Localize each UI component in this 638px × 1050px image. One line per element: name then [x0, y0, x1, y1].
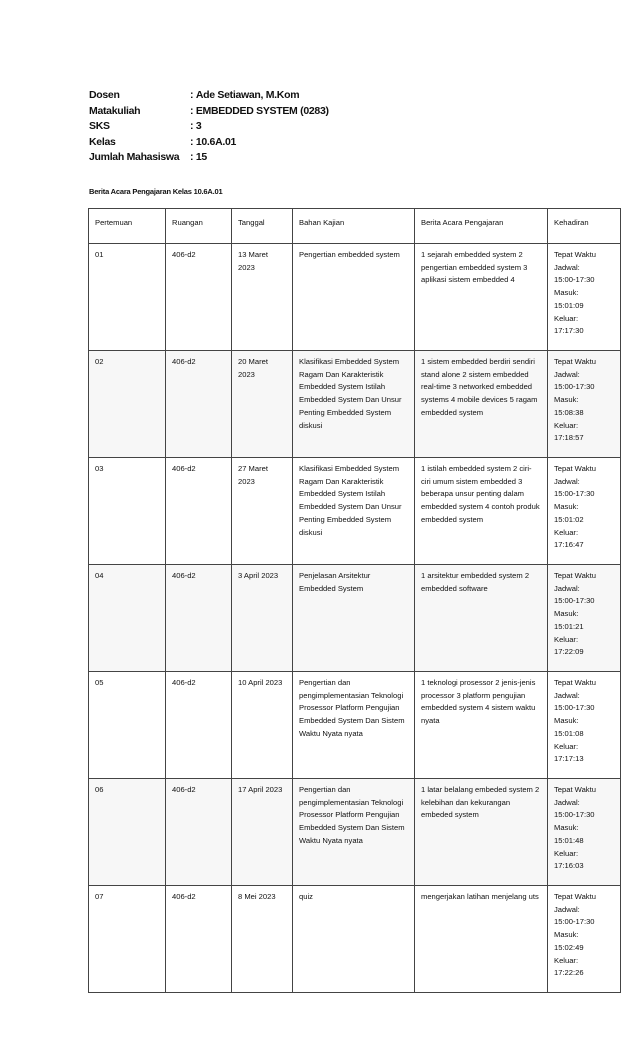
column-header: Berita Acara Pengajaran — [415, 209, 548, 244]
cell-tanggal: 3 April 2023 — [232, 565, 293, 672]
attendance-masuk: 15:08:38 — [554, 407, 584, 417]
attendance-jadwal: 15:00-17:30 — [554, 703, 595, 713]
attendance-masuk: 15:02:49 — [554, 942, 584, 952]
info-row-kelas — [89, 135, 329, 151]
attendance-status: Tepat Waktu — [554, 357, 596, 366]
cell-kehadiran — [548, 351, 621, 458]
attendance-jadwal: 15:00-17:30 — [554, 489, 595, 499]
attendance-keluar-label: Keluar: — [554, 955, 579, 965]
attendance-jadwal: 15:00-17:30 — [554, 275, 595, 285]
cell-pertemuan: 01 — [89, 244, 166, 351]
table-row — [89, 565, 621, 672]
attendance-keluar-label: Keluar: — [554, 634, 579, 644]
cell-tanggal: 10 April 2023 — [232, 672, 293, 779]
attendance-status: Tepat Waktu — [554, 892, 596, 901]
attendance-keluar: 17:17:30 — [554, 326, 584, 336]
info-separator: : — [190, 135, 196, 148]
attendance-jadwal-label: Jadwal: — [554, 583, 580, 593]
attendance-masuk-label: Masuk: — [554, 823, 579, 833]
teaching-report-table — [88, 208, 621, 993]
info-separator: : — [190, 104, 196, 117]
table-row — [89, 351, 621, 458]
attendance-status: Tepat Waktu — [554, 678, 596, 687]
column-header: Ruangan — [166, 209, 232, 244]
cell-ruangan: 406-d2 — [166, 886, 232, 993]
cell-berita-acara: 1 istilah embedded system 2 ciri-ciri umum sistem embedded 3 beberapa unsur penting dalam embedded system 4 contoh produk embedded system — [415, 458, 548, 565]
cell-tanggal: 20 Maret 2023 — [232, 351, 293, 458]
info-label: Kelas — [89, 135, 116, 148]
info-label: SKS — [89, 120, 110, 132]
attendance-keluar: 17:18:57 — [554, 433, 584, 443]
cell-bahan-kajian: Klasifikasi Embedded System Ragam Dan Karakteristik Embedded System Istilah Embedded System Dan Unsur Penting Embedded System diskusi — [293, 458, 415, 565]
attendance-jadwal: 15:00-17:30 — [554, 596, 595, 606]
info-label: Dosen — [89, 89, 120, 101]
attendance-keluar-label: Keluar: — [554, 313, 579, 323]
cell-kehadiran — [548, 565, 621, 672]
column-header: Kehadiran — [548, 209, 621, 244]
column-header: Tanggal — [232, 209, 293, 244]
cell-pertemuan: 07 — [89, 886, 166, 993]
attendance-jadwal-label: Jadwal: — [554, 690, 580, 700]
attendance-keluar: 17:22:26 — [554, 968, 584, 978]
cell-berita-acara: 1 sejarah embedded system 2 pengertian embedded system 3 aplikasi sistem embedded 4 — [415, 244, 548, 351]
info-value: 10.6A.01 — [195, 135, 237, 148]
attendance-jadwal: 15:00-17:30 — [554, 382, 595, 392]
attendance-jadwal: 15:00-17:30 — [554, 917, 595, 927]
cell-berita-acara: mengerjakan latihan menjelang uts — [415, 886, 548, 993]
cell-kehadiran — [548, 672, 621, 779]
table-row — [89, 244, 621, 351]
attendance-jadwal: 15:00-17:30 — [554, 810, 595, 820]
cell-berita-acara: 1 sistem embedded berdiri sendiri stand alone 2 sistem embedded real-time 3 networked embedded systems 4 mobile devices 5 ragam embedded system — [415, 351, 548, 458]
cell-kehadiran — [548, 779, 621, 886]
attendance-status: Tepat Waktu — [554, 571, 596, 580]
table-row — [89, 779, 621, 886]
attendance-masuk-label: Masuk: — [554, 930, 579, 940]
cell-bahan-kajian: Klasifikasi Embedded System Ragam Dan Karakteristik Embedded System Istilah Embedded System Dan Unsur Penting Embedded System diskusi — [293, 351, 415, 458]
info-label: Matakuliah — [89, 104, 141, 117]
column-header: Bahan Kajian — [293, 209, 415, 244]
attendance-masuk-label: Masuk: — [554, 716, 579, 726]
cell-kehadiran — [548, 886, 621, 993]
cell-kehadiran — [548, 244, 621, 351]
info-row-jumlah-mahasiswa — [89, 150, 329, 166]
cell-berita-acara: 1 arsitektur embedded system 2 embedded software — [415, 565, 548, 672]
attendance-jadwal-label: Jadwal: — [554, 904, 580, 914]
cell-berita-acara: 1 teknologi prosessor 2 jenis-jenis processor 3 platform pengujian embedded system 4 sistem waktu nyata — [415, 672, 548, 779]
cell-ruangan: 406-d2 — [166, 244, 232, 351]
section-title: Berita Acara Pengajaran Kelas 10.6A.01 — [89, 187, 223, 196]
cell-pertemuan: 06 — [89, 779, 166, 886]
cell-bahan-kajian: Pengertian dan pengimplementasian Teknologi Prosessor Platform Pengujian Embedded System Dan Sistem Waktu Nyata nyata — [293, 672, 415, 779]
info-separator: : — [190, 120, 196, 132]
cell-bahan-kajian: Pengertian embedded system — [293, 244, 415, 351]
cell-bahan-kajian: Pengertian dan pengimplementasian Teknologi Prosessor Platform Pengujian Embedded System Dan Sistem Waktu Nyata nyata — [293, 779, 415, 886]
cell-ruangan: 406-d2 — [166, 779, 232, 886]
attendance-keluar-label: Keluar: — [554, 420, 579, 430]
attendance-masuk: 15:01:08 — [554, 728, 584, 738]
attendance-masuk: 15:01:09 — [554, 300, 584, 310]
attendance-masuk-label: Masuk: — [554, 609, 579, 619]
attendance-keluar: 17:16:03 — [554, 861, 584, 871]
attendance-masuk: 15:01:21 — [554, 621, 584, 631]
info-value: Ade Setiawan, M.Kom — [195, 89, 300, 101]
cell-ruangan: 406-d2 — [166, 565, 232, 672]
cell-pertemuan: 03 — [89, 458, 166, 565]
attendance-keluar: 17:22:09 — [554, 647, 584, 657]
info-separator: : — [190, 89, 196, 101]
attendance-masuk: 15:01:48 — [554, 835, 584, 845]
info-value: 15 — [195, 151, 207, 163]
cell-pertemuan: 04 — [89, 565, 166, 672]
cell-tanggal: 27 Maret 2023 — [232, 458, 293, 565]
cell-ruangan: 406-d2 — [166, 458, 232, 565]
attendance-masuk-label: Masuk: — [554, 288, 579, 298]
cell-ruangan: 406-d2 — [166, 672, 232, 779]
cell-kehadiran — [548, 458, 621, 565]
cell-pertemuan: 02 — [89, 351, 166, 458]
attendance-status: Tepat Waktu — [554, 785, 596, 794]
cell-ruangan: 406-d2 — [166, 351, 232, 458]
attendance-status: Tepat Waktu — [554, 250, 596, 259]
cell-bahan-kajian: Penjelasan Arsitektur Embedded System — [293, 565, 415, 672]
info-row-dosen — [89, 88, 329, 104]
info-label: Jumlah Mahasiswa — [89, 151, 180, 163]
table-header-row — [89, 209, 621, 244]
attendance-jadwal-label: Jadwal: — [554, 262, 580, 272]
attendance-keluar-label: Keluar: — [554, 848, 579, 858]
info-value: 3 — [195, 120, 202, 132]
course-info — [89, 88, 329, 166]
attendance-jadwal-label: Jadwal: — [554, 476, 580, 486]
info-value: EMBEDDED SYSTEM (0283) — [195, 104, 329, 117]
column-header: Pertemuan — [89, 209, 166, 244]
table-row — [89, 672, 621, 779]
cell-tanggal: 17 April 2023 — [232, 779, 293, 886]
cell-berita-acara: 1 latar belalang embeded system 2 kelebihan dan kekurangan embeded system — [415, 779, 548, 886]
info-row-matakuliah — [89, 104, 329, 120]
attendance-keluar: 17:17:13 — [554, 754, 584, 764]
cell-pertemuan: 05 — [89, 672, 166, 779]
attendance-jadwal-label: Jadwal: — [554, 797, 580, 807]
table-row — [89, 458, 621, 565]
cell-tanggal: 8 Mei 2023 — [232, 886, 293, 993]
attendance-keluar-label: Keluar: — [554, 527, 579, 537]
attendance-keluar: 17:16:47 — [554, 540, 584, 550]
table-row — [89, 886, 621, 993]
attendance-masuk: 15:01:02 — [554, 514, 584, 524]
cell-tanggal: 13 Maret 2023 — [232, 244, 293, 351]
info-row-sks — [89, 119, 329, 135]
attendance-masuk-label: Masuk: — [554, 502, 579, 512]
info-separator: : — [190, 151, 196, 163]
attendance-keluar-label: Keluar: — [554, 741, 579, 751]
cell-bahan-kajian: quiz — [293, 886, 415, 993]
attendance-masuk-label: Masuk: — [554, 395, 579, 405]
attendance-jadwal-label: Jadwal: — [554, 369, 580, 379]
attendance-status: Tepat Waktu — [554, 464, 596, 473]
